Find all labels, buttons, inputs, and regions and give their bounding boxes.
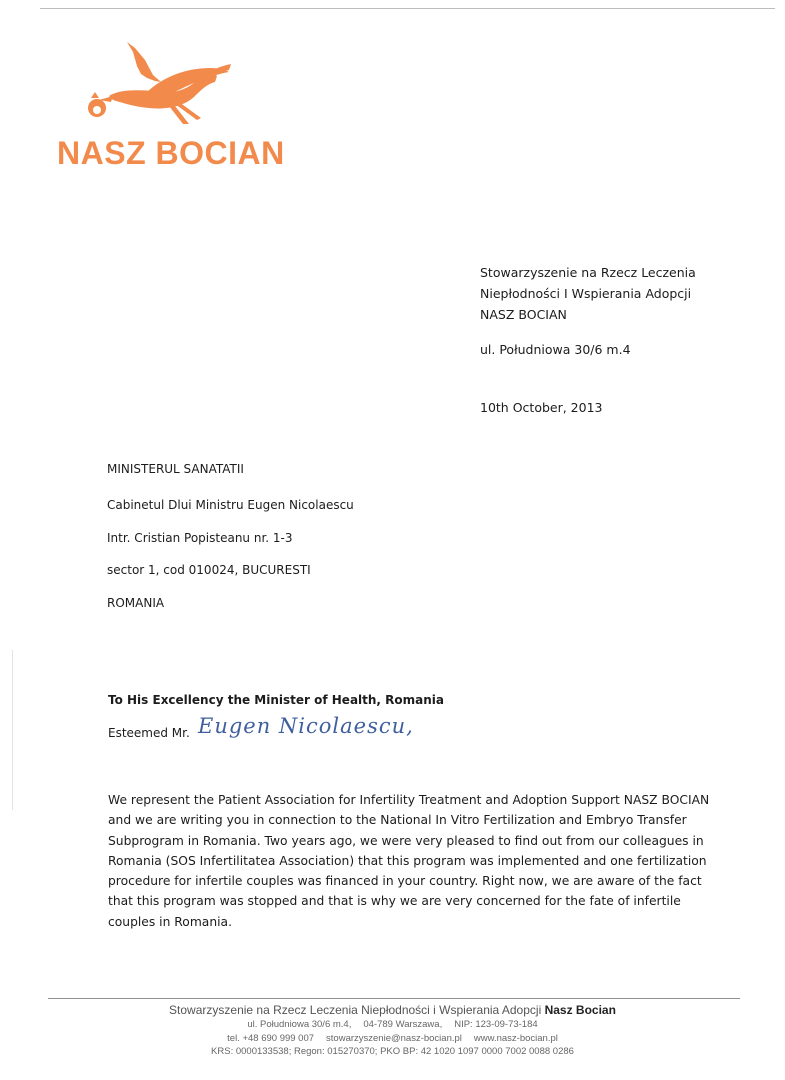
footer-address: ul. Południowa 30/6 m.4,	[247, 1019, 352, 1030]
letter-body	[108, 790, 710, 932]
stork-carrying-bundle-icon	[87, 40, 237, 135]
recipient-line-3: Intr. Cristian Popisteanu nr. 1-3	[107, 531, 293, 545]
body-line: and we are writing you in connection to the National In Vitro Fertilization and Embryo Transfer	[108, 813, 687, 828]
sender-line-3: NASZ BOCIAN	[480, 307, 567, 322]
footer-rule	[48, 998, 740, 999]
footer-nip: NIP: 123-09-73-184	[454, 1019, 538, 1030]
logo-wordmark: NASZ BOCIAN	[57, 135, 285, 171]
footer-tel: tel. +48 690 999 007	[227, 1032, 315, 1044]
top-rule	[40, 8, 775, 9]
letter-date: 10th October, 2013	[480, 400, 603, 415]
footer-org-prefix: Stowarzyszenie na Rzecz Leczenia Niepłodności i Wspierania Adopcji	[169, 1003, 542, 1017]
footer-postal: 04-789 Warszawa,	[363, 1019, 443, 1030]
logo	[52, 40, 285, 175]
scan-edge-line	[12, 650, 13, 810]
footer-registry: KRS: 0000133538; Regon: 015270370; PKO BP: 42 1020 1097 0000 7002 0088 0286	[211, 1046, 574, 1057]
body-line: We represent the Patient Association for Infertility Treatment and Adoption Support NASZ BOCIAN	[108, 793, 710, 807]
recipient-line-5: ROMANIA	[107, 596, 165, 610]
footer-web: www.nasz-bocian.pl	[473, 1032, 558, 1044]
sender-line-2: Niepłodności I Wspierania Adopcji	[480, 286, 692, 301]
body-line: Subprogram in Romania. Two years ago, we were very pleased to find out from our colleagues in	[108, 833, 704, 848]
footer-contact-line	[0, 1032, 785, 1046]
recipient-line-1: MINISTERUL SANATATII	[107, 462, 244, 476]
handwritten-name: Eugen Nicolaescu,	[198, 714, 414, 738]
footer-address-line	[0, 1018, 785, 1032]
body-line: procedure for infertile couples was financed in your country. Right now, we are aware of the fact	[108, 874, 702, 889]
footer	[0, 1002, 785, 1059]
footer-email: stowarzyszenie@nasz-bocian.pl	[326, 1032, 462, 1044]
salutation-esteemed: Esteemed Mr.	[108, 726, 190, 740]
footer-org-line	[0, 1002, 785, 1018]
footer-org-name: Nasz Bocian	[544, 1003, 616, 1017]
body-line: Romania (SOS Infertilitatea Association) that this program was implemented and one fertilization	[108, 853, 707, 868]
salutation-title: To His Excellency the Minister of Health, Romania	[108, 693, 445, 707]
body-line: couples in Romania.	[108, 914, 232, 929]
sender-address-block	[480, 262, 696, 360]
sender-street: ul. Południowa 30/6 m.4	[480, 342, 631, 357]
sender-line-1: Stowarzyszenie na Rzecz Leczenia	[480, 265, 696, 280]
recipient-line-2: Cabinetul Dlui Ministru Eugen Nicolaescu	[107, 498, 354, 512]
recipient-line-4: sector 1, cod 010024, BUCURESTI	[107, 563, 311, 577]
body-line: that this program was stopped and that is why we are very concerned for the fate of infertile	[108, 894, 681, 909]
